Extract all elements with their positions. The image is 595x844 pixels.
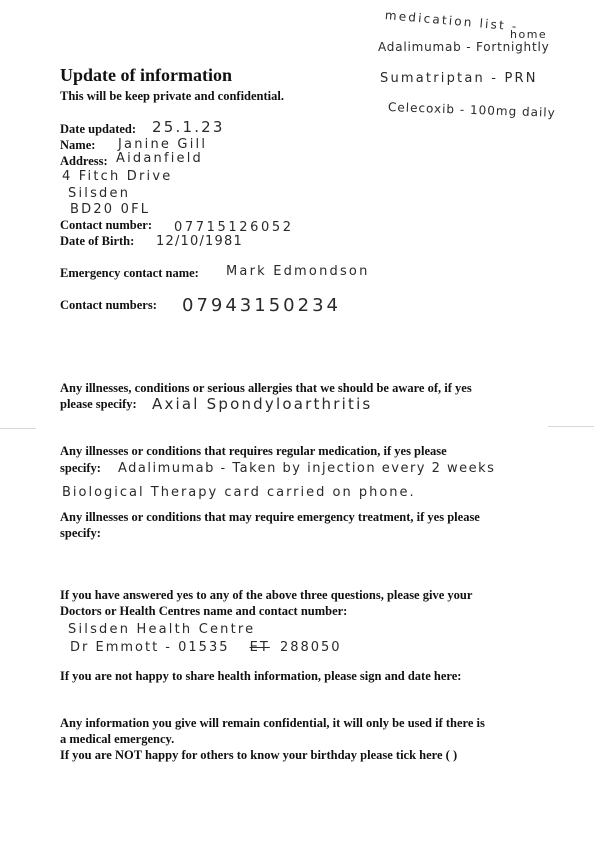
birthday-tick-line[interactable]: If you are NOT happy for others to know your birthday please tick here ( ) bbox=[60, 748, 458, 762]
not-happy-share-text: If you are not happy to share health information, please sign and date here: bbox=[60, 669, 462, 683]
emergency-contact-value: Mark Edmondson bbox=[226, 264, 370, 279]
med-item-1: Adalimumab - Fortnightly bbox=[378, 40, 550, 54]
dob-label: Date of Birth: bbox=[60, 234, 135, 248]
doctor-question-line-2: Doctors or Health Centres name and contact number: bbox=[60, 604, 348, 618]
med-list-title: medication list - bbox=[384, 8, 520, 34]
address-line-4: BD20 0FL bbox=[70, 202, 151, 217]
address-line-2: 4 Fitch Drive bbox=[62, 169, 173, 184]
med-item-2: Sumatriptan - PRN bbox=[380, 71, 538, 86]
med-item-3: Celecoxib - 100mg daily bbox=[387, 100, 556, 120]
contact-number-value: 07715126052 bbox=[174, 220, 294, 235]
name-value: Janine Gill bbox=[118, 137, 208, 152]
question-2-line-1: Any illnesses or conditions that requires regular medication, if yes please bbox=[60, 444, 447, 458]
doctor-question-line-1: If you have answered yes to any of the above three questions, please give your bbox=[60, 588, 473, 602]
date-updated-value: 25.1.23 bbox=[152, 118, 225, 136]
confidential-line-2: a medical emergency. bbox=[60, 732, 175, 746]
address-line-3: Silsden bbox=[68, 186, 131, 201]
question-2-line-2: specify: bbox=[60, 461, 101, 475]
form-title: Update of information bbox=[60, 65, 232, 85]
address-label: Address: bbox=[60, 154, 108, 168]
doctor-answer-start: Dr Emmott - 01535 bbox=[70, 640, 230, 655]
question-2-answer-line-1: Adalimumab - Taken by injection every 2 weeks bbox=[118, 461, 496, 476]
doctor-answer-line-2 bbox=[70, 640, 342, 655]
question-1-line-2: please specify: bbox=[60, 397, 137, 411]
scan-mark bbox=[0, 428, 36, 429]
doctor-answer-end: 288050 bbox=[279, 640, 342, 655]
date-updated-label: Date updated: bbox=[60, 122, 137, 136]
doctor-answer-struck: ET bbox=[249, 640, 270, 655]
contact-number-label: Contact number: bbox=[60, 218, 153, 232]
question-3-line-2: specify: bbox=[60, 526, 101, 540]
emergency-contact-label: Emergency contact name: bbox=[60, 266, 199, 280]
form-subtitle: This will be keep private and confidential. bbox=[60, 89, 284, 103]
confidential-line-1: Any information you give will remain confidential, it will only be used if there is bbox=[60, 716, 485, 730]
contact-numbers-value: 07943150234 bbox=[182, 295, 341, 316]
question-1-answer: Axial Spondyloarthritis bbox=[152, 395, 373, 413]
address-line-1: Aidanfield bbox=[116, 151, 204, 166]
name-label: Name: bbox=[60, 138, 96, 152]
doctor-answer-line-1: Silsden Health Centre bbox=[68, 622, 256, 637]
scan-mark bbox=[548, 426, 594, 427]
contact-numbers-label: Contact numbers: bbox=[60, 298, 157, 312]
question-2-answer-line-2: Biological Therapy card carried on phone. bbox=[62, 485, 416, 500]
med-list-home: home bbox=[510, 28, 548, 41]
dob-value: 12/10/1981 bbox=[156, 234, 243, 249]
question-1-line-1: Any illnesses, conditions or serious allergies that we should be aware of, if yes bbox=[60, 381, 472, 395]
question-3-line-1: Any illnesses or conditions that may require emergency treatment, if yes please bbox=[60, 510, 480, 524]
